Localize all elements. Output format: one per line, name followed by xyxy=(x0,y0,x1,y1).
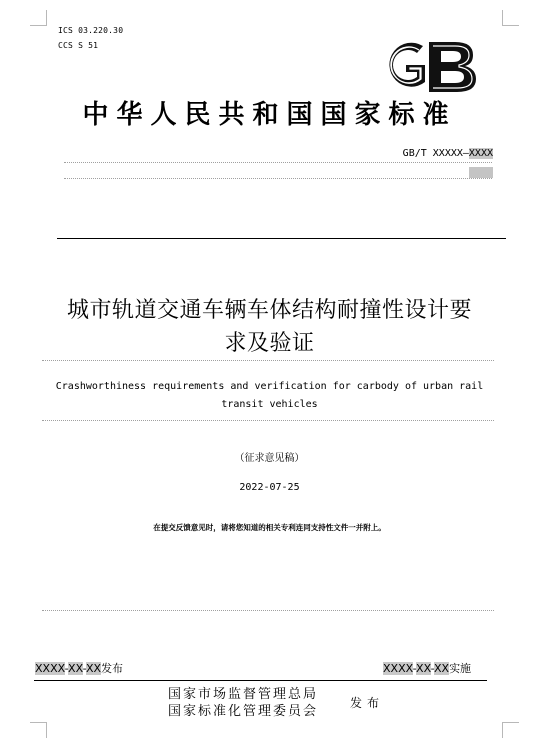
lower-dotted-rule xyxy=(42,610,494,611)
impl-sep-1: - xyxy=(412,662,417,675)
issuer-line-1: 国家市场监督管理总局 xyxy=(168,687,319,702)
issuing-authorities xyxy=(168,686,318,720)
header-dotted-rule-1 xyxy=(64,162,492,163)
crop-mark-bottom-right-h xyxy=(503,722,519,723)
patent-submission-note: 在提交反馈意见时，请将您知道的相关专利连同支持性文件一并附上。 xyxy=(153,523,386,532)
footer-solid-rule xyxy=(34,680,487,681)
title-chinese-line-2: 求及验证 xyxy=(224,331,315,356)
org-title: 中华人民共和国国家标准 xyxy=(82,100,457,130)
standard-number xyxy=(403,147,493,161)
issue-sep-1: - xyxy=(64,662,69,675)
gb-logo xyxy=(373,38,478,96)
title-english-line-2: transit vehicles xyxy=(221,399,318,410)
issuer-line-2: 国家标准化管理委员会 xyxy=(168,704,319,719)
standard-number-year: XXXX xyxy=(468,148,493,159)
title-en-dotted-rule xyxy=(42,420,494,421)
impl-month: XX xyxy=(416,662,431,675)
ics-code: ICS 03.220.30 xyxy=(58,26,124,35)
standard-number-prefix: GB/T XXXXX— xyxy=(402,148,469,159)
issue-sep-2: - xyxy=(82,662,86,675)
crop-mark-top-left-h xyxy=(30,25,46,26)
issue-date xyxy=(35,662,123,676)
issue-day: XX xyxy=(85,662,102,675)
crop-mark-bottom-left-h xyxy=(30,722,46,723)
ccs-code: CCS S 51 xyxy=(58,41,99,50)
crop-mark-bottom-left-v xyxy=(46,722,47,738)
issue-year: XXXX xyxy=(35,662,65,675)
draft-status: （征求意见稿） xyxy=(234,453,305,464)
crop-mark-top-right-h xyxy=(503,25,519,26)
title-english xyxy=(30,378,509,414)
title-cn-dotted-rule xyxy=(42,360,494,361)
crop-mark-bottom-right-v xyxy=(502,722,503,738)
publish-label: 发布 xyxy=(350,696,385,710)
crop-mark-top-right-v xyxy=(502,10,503,26)
header-dotted-rule-2 xyxy=(64,178,492,179)
title-chinese xyxy=(30,294,509,360)
draft-date: 2022-07-25 xyxy=(239,482,300,493)
header-solid-rule xyxy=(57,238,506,239)
impl-sep-2: - xyxy=(430,662,434,675)
implementation-date xyxy=(383,662,471,676)
impl-day: XX xyxy=(433,662,450,675)
crop-mark-top-left-v xyxy=(46,10,47,26)
impl-label: 实施 xyxy=(449,662,472,675)
impl-year: XXXX xyxy=(383,662,413,675)
replace-marker xyxy=(469,167,493,178)
issue-month: XX xyxy=(68,662,83,675)
issue-label: 发布 xyxy=(101,662,124,675)
title-english-line-1: Crashworthiness requirements and verification for carbody of urban rail xyxy=(55,381,484,392)
title-chinese-line-1: 城市轨道交通车辆车体结构耐撞性设计要 xyxy=(66,298,472,323)
